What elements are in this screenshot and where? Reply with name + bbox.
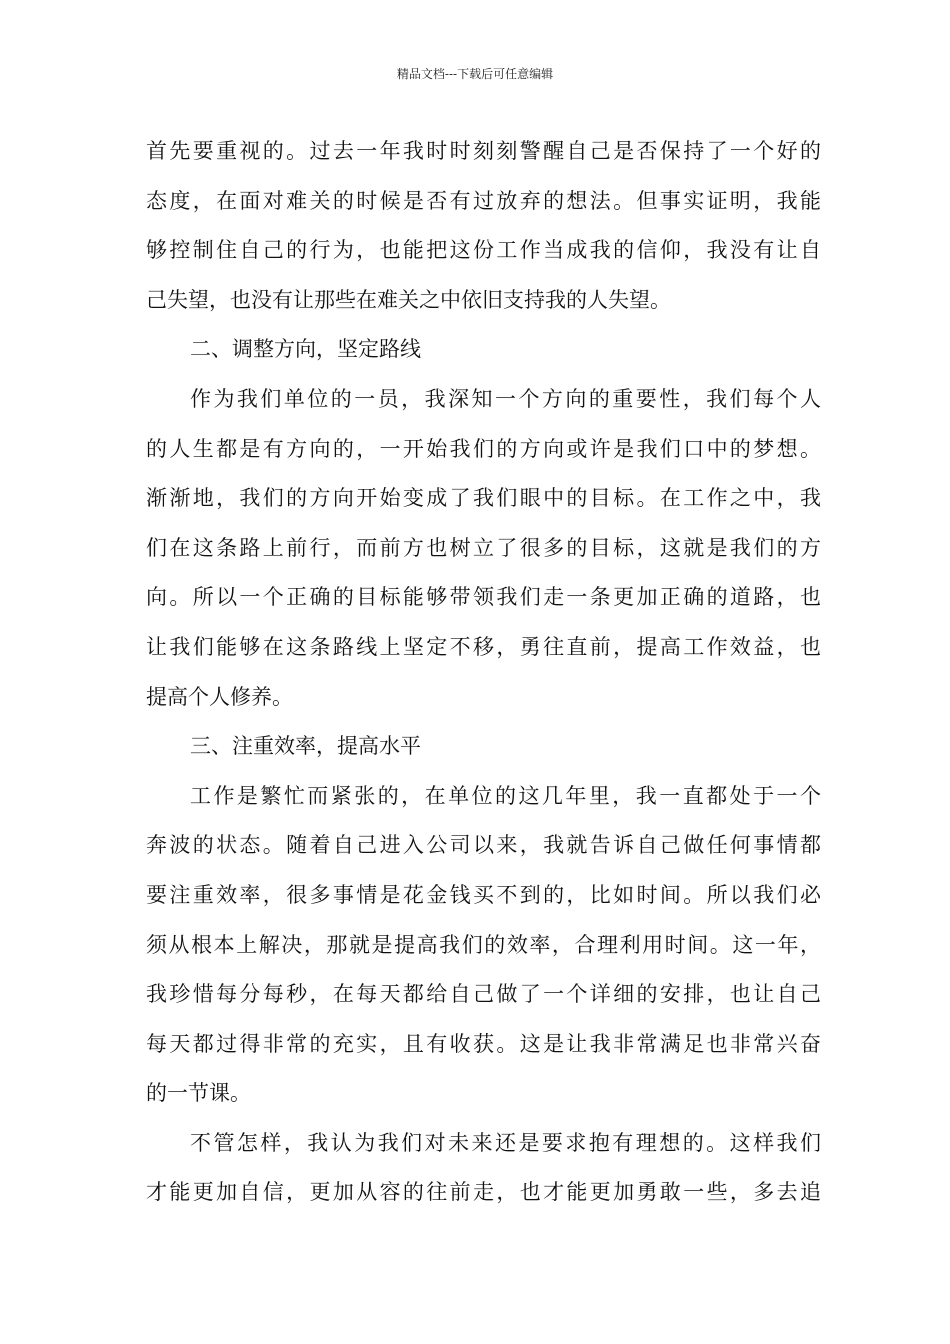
text-line: 二、调整方向，坚定路线 — [190, 337, 421, 362]
text-line: 奔波的状态。随着自己进入公司以来，我就告诉自己做任何事情都 — [146, 833, 821, 858]
text-line: 的一节课。 — [146, 1081, 251, 1106]
text-line: 才能更加自信，更加从容的往前走，也才能更加勇敢一些，多去追 — [146, 1180, 821, 1205]
text-line: 首先要重视的。过去一年我时时刻刻警醒自己是否保持了一个好的 — [146, 139, 821, 163]
text-line: 提高个人修养。 — [146, 684, 293, 709]
text-line: 每天都过得非常的充实，且有收获。这是让我非常满足也非常兴奋 — [146, 1031, 821, 1056]
paragraph — [146, 1119, 821, 1218]
section-heading — [146, 325, 821, 375]
text-line: 向。所以一个正确的目标能够带领我们走一条更加正确的道路，也 — [146, 585, 821, 610]
text-line: 作为我们单位的一员，我深知一个方向的重要性，我们每个人 — [190, 386, 821, 411]
text-line: 三、注重效率，提高水平 — [190, 734, 421, 759]
document-body — [146, 127, 821, 1218]
text-line: 要注重效率，很多事情是花金钱买不到的，比如时间。所以我们必 — [146, 882, 821, 907]
text-line: 不管怎样，我认为我们对未来还是要求抱有理想的。这样我们 — [190, 1130, 821, 1155]
text-line: 工作是繁忙而紧张的，在单位的这几年里，我一直都处于一个 — [190, 783, 821, 808]
paragraph — [146, 127, 821, 325]
paragraph — [146, 375, 821, 722]
text-line: 我珍惜每分每秒，在每天都给自己做了一个详细的安排，也让自己 — [146, 982, 821, 1007]
text-line: 己失望，也没有让那些在难关之中依旧支持我的人失望。 — [146, 287, 671, 312]
text-line: 们在这条路上前行，而前方也树立了很多的目标，这就是我们的方 — [146, 535, 821, 560]
text-line: 态度，在面对难关的时候是否有过放弃的想法。但事实证明，我能 — [146, 188, 821, 213]
text-line: 渐渐地，我们的方向开始变成了我们眼中的目标。在工作之中，我 — [146, 486, 821, 511]
page-header: 精品文档---下载后可任意编辑 — [396, 67, 554, 81]
text-line: 够控制住自己的行为，也能把这份工作当成我的信仰，我没有让自 — [146, 238, 821, 263]
text-line: 的人生都是有方向的，一开始我们的方向或许是我们口中的梦想。 — [146, 436, 821, 461]
text-line: 须从根本上解决，那就是提高我们的效率，合理利用时间。这一年， — [146, 932, 821, 957]
text-line: 让我们能够在这条路线上坚定不移，勇往直前，提高工作效益，也 — [146, 634, 821, 659]
paragraph — [146, 772, 821, 1119]
section-heading — [146, 722, 821, 772]
